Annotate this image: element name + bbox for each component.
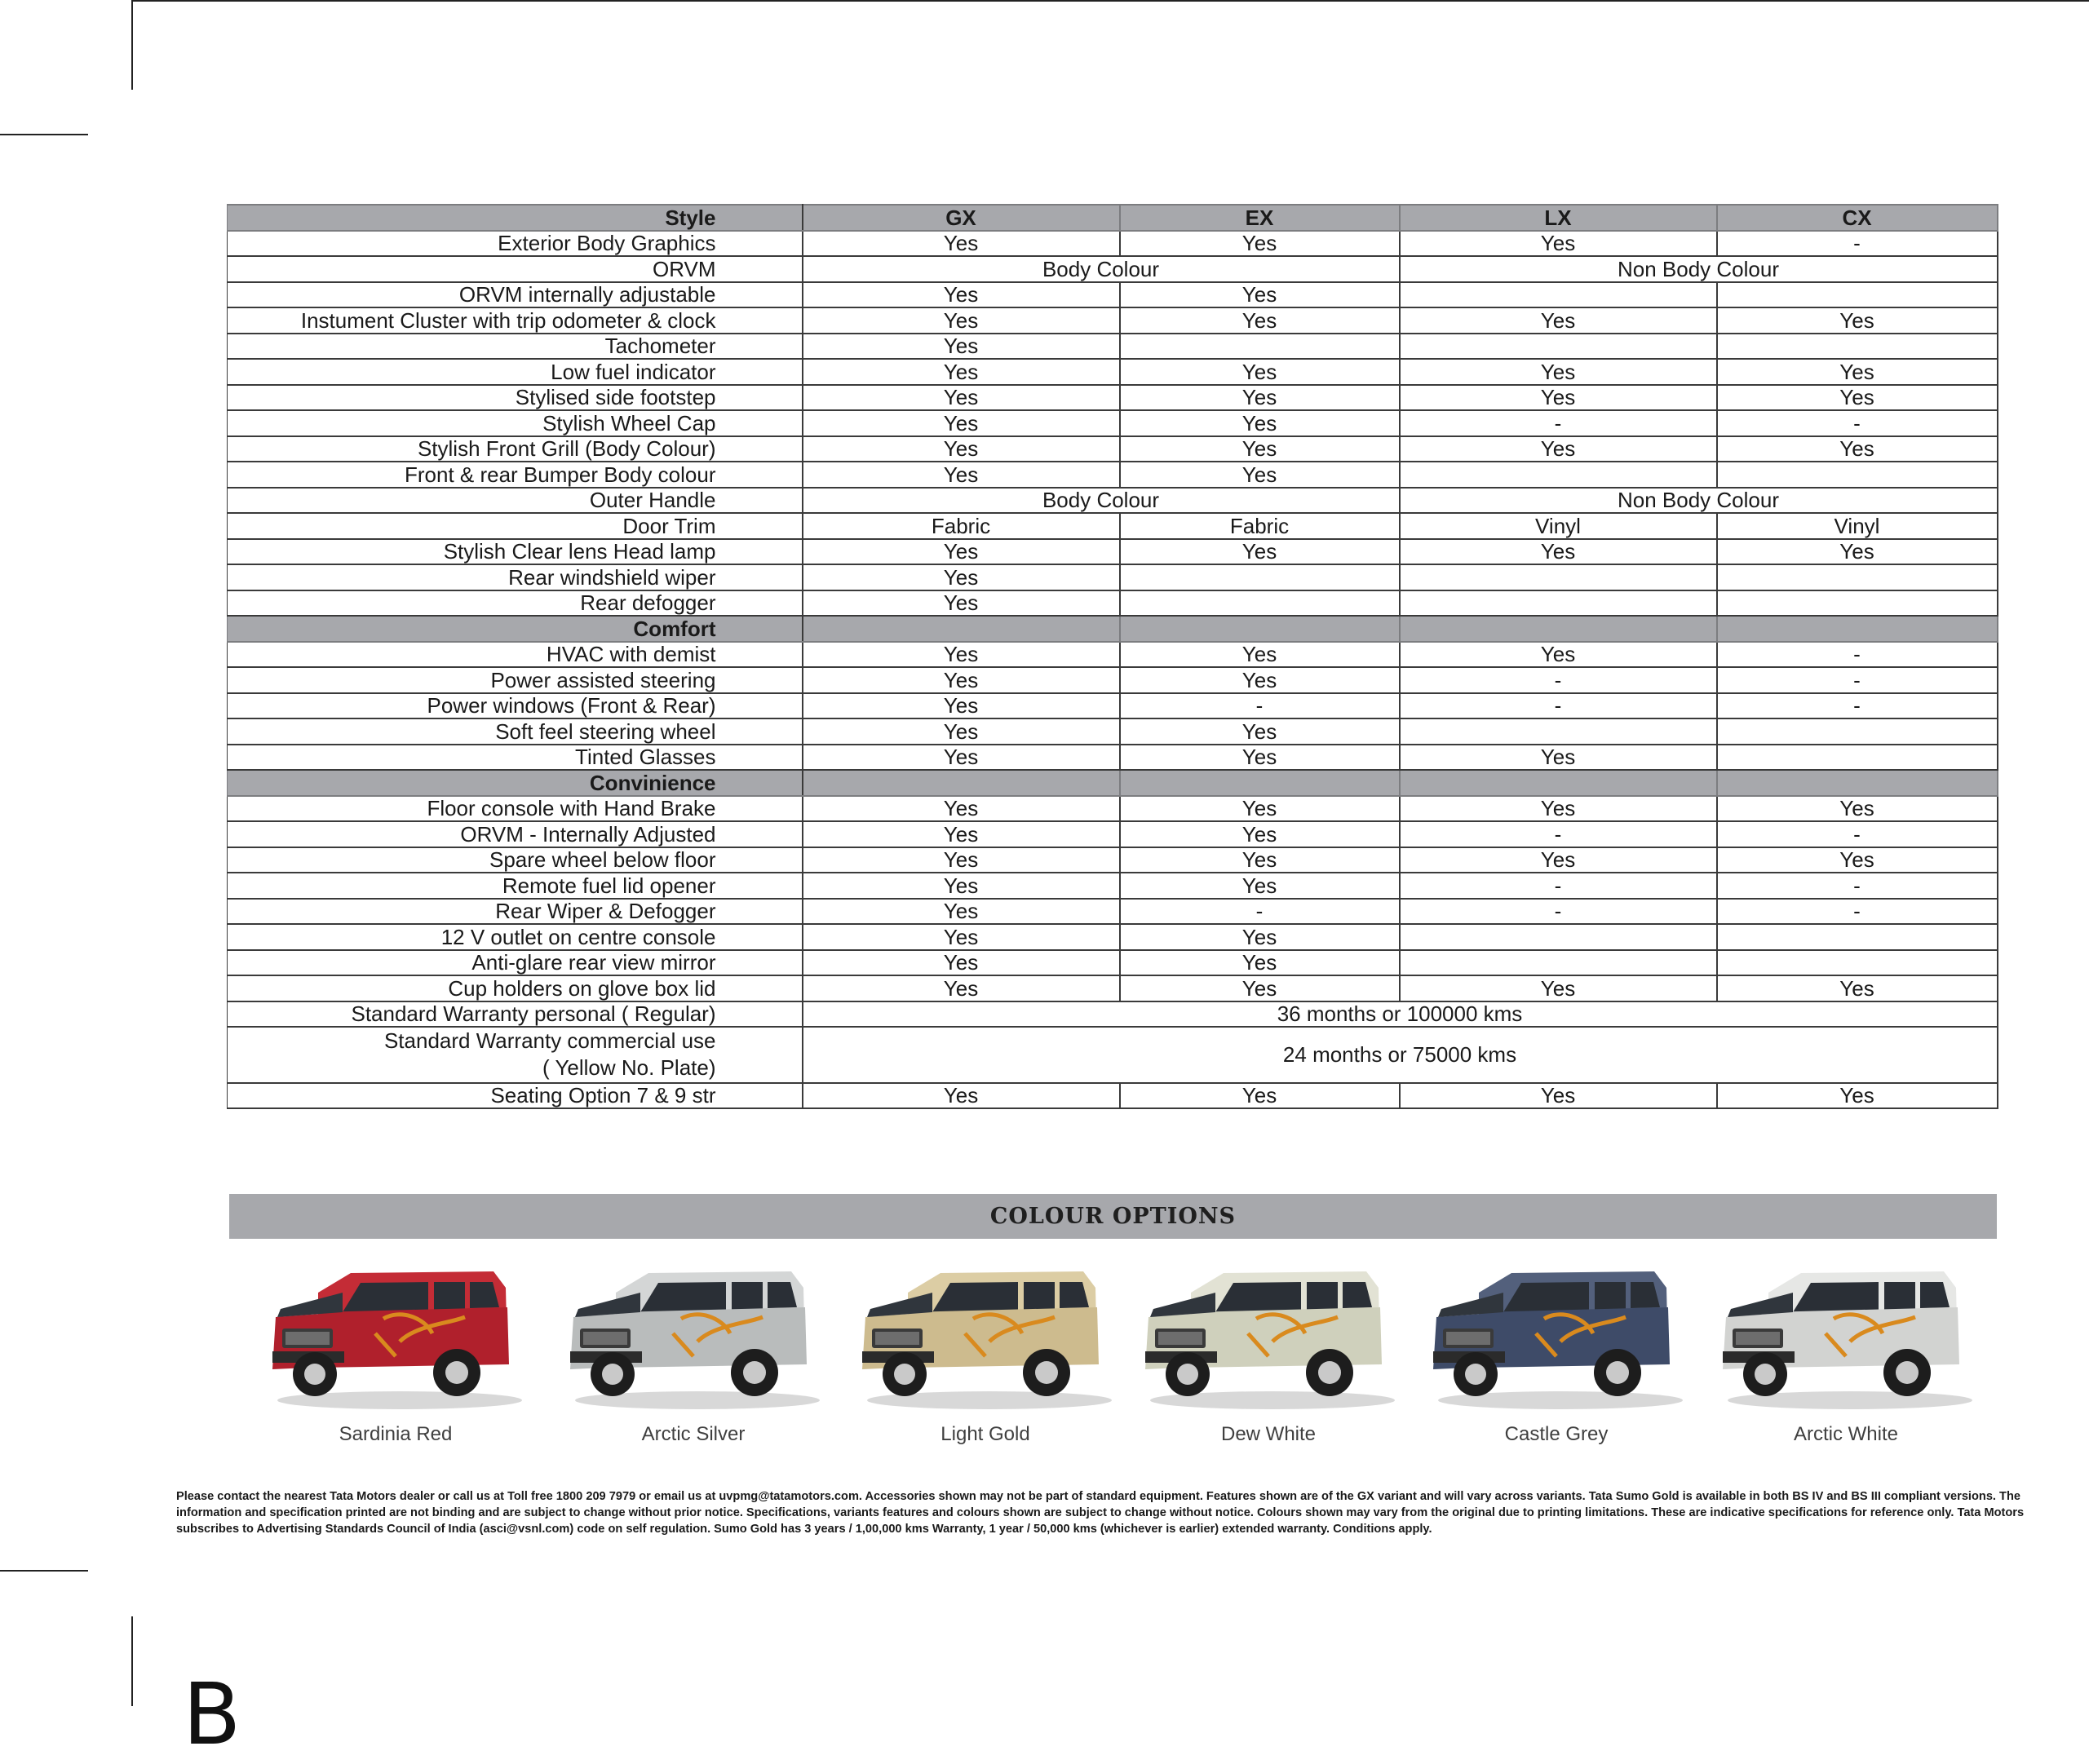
- value-cell-ex: Yes: [1120, 307, 1400, 334]
- table-row: [228, 924, 1998, 950]
- table-row: [228, 334, 1998, 360]
- value-cell-ex: Yes: [1120, 231, 1400, 257]
- section-label: Comfort: [228, 616, 803, 642]
- value-cell-lx: -: [1400, 667, 1717, 693]
- value-cell-gx: Yes: [803, 385, 1120, 411]
- section-empty-cell: [1400, 616, 1717, 642]
- value-cell-gx: Fabric: [803, 513, 1120, 539]
- value-cell-cx: Yes: [1717, 385, 1998, 411]
- table-row: [228, 1027, 1998, 1083]
- table-row: [228, 410, 1998, 436]
- value-cell-ex: Yes: [1120, 847, 1400, 873]
- value-cell-lx: [1400, 590, 1717, 617]
- value-cell-gx: Yes: [803, 436, 1120, 462]
- table-row: [228, 667, 1998, 693]
- feature-label: Tinted Glasses: [228, 745, 803, 771]
- page-letter: B: [183, 1665, 241, 1764]
- value-cell-lx: Yes: [1400, 539, 1717, 565]
- value-cell-ex: Yes: [1120, 385, 1400, 411]
- merged-value-cell: Body Colour: [803, 488, 1400, 514]
- value-cell-cx: -: [1717, 410, 1998, 436]
- value-cell-ex: [1120, 590, 1400, 617]
- section-empty-cell: [1717, 770, 1998, 796]
- table-row: [228, 1083, 1998, 1109]
- value-cell-cx: [1717, 590, 1998, 617]
- value-cell-cx: [1717, 718, 1998, 745]
- value-cell-gx: Yes: [803, 231, 1120, 257]
- feature-label: Power assisted steering: [228, 667, 803, 693]
- feature-label: ORVM - Internally Adjusted: [228, 821, 803, 847]
- feature-label: Outer Handle: [228, 488, 803, 514]
- value-cell-cx: Yes: [1717, 436, 1998, 462]
- section-label: Convinience: [228, 770, 803, 796]
- value-cell-lx: Yes: [1400, 436, 1717, 462]
- value-cell-cx: -: [1717, 693, 1998, 719]
- value-cell-ex: Yes: [1120, 796, 1400, 822]
- table-row: [228, 307, 1998, 334]
- table-row: [228, 539, 1998, 565]
- table-row: [228, 385, 1998, 411]
- value-cell-ex: Yes: [1120, 667, 1400, 693]
- value-cell-ex: Yes: [1120, 924, 1400, 950]
- feature-label: Anti-glare rear view mirror: [228, 950, 803, 976]
- value-cell-ex: Yes: [1120, 436, 1400, 462]
- table-row: [228, 693, 1998, 719]
- spec-table: [227, 204, 1998, 1109]
- section-empty-cell: [803, 770, 1120, 796]
- value-cell-ex: Yes: [1120, 282, 1400, 308]
- section-empty-cell: [803, 616, 1120, 642]
- section-empty-cell: [1120, 770, 1400, 796]
- colour-options-bar: [229, 1194, 1997, 1239]
- table-row: [228, 796, 1998, 822]
- table-header-row: [228, 205, 1998, 231]
- crop-mark-top-horizontal: [0, 134, 88, 135]
- table-row: [228, 590, 1998, 617]
- table-row: [228, 718, 1998, 745]
- car-image-dew-white: [1134, 1260, 1403, 1415]
- value-cell-gx: Yes: [803, 745, 1120, 771]
- header-style-label: Style: [228, 205, 803, 231]
- value-cell-lx: -: [1400, 821, 1717, 847]
- table-row: [228, 488, 1998, 514]
- disclaimer-text: Please contact the nearest Tata Motors dealer or call us at Toll free 1800 209 7979 or email us at uvpmg@tatamotors.com. Accessories shown may not be part of standard equipment. Features shown are of the GX variant and will vary across variants. Tata Sumo Gold is available in both BS IV and BS III compliant versions. The information and specification printed are not binding and are subject to change without prior notice. Specifications, variants features and colours shown are subject to change without notice. Colours shown may vary from the original due to printing limitations. These are indicative specifications for reference only. Tata Motors subscribes to Advertising Standards Council of India (asci@vsnl.com) code on self regulation. Sumo Gold has 3 years / 1,00,000 kms Warranty, 1 year / 50,000 kms (whichever is earlier) extended warranty. Conditions apply.: [176, 1490, 2025, 1536]
- value-cell-gx: Yes: [803, 873, 1120, 899]
- value-cell-lx: [1400, 462, 1717, 488]
- value-cell-ex: Yes: [1120, 462, 1400, 488]
- section-row-convinience: [228, 770, 1998, 796]
- header-cx: CX: [1717, 205, 1998, 231]
- merged-value-cell: Body Colour: [803, 256, 1400, 282]
- feature-label: ORVM: [228, 256, 803, 282]
- value-cell-ex: [1120, 564, 1400, 590]
- value-cell-gx: Yes: [803, 539, 1120, 565]
- value-cell-ex: Yes: [1120, 642, 1400, 668]
- value-cell-cx: Yes: [1717, 1083, 1998, 1109]
- value-cell-ex: Yes: [1120, 359, 1400, 385]
- value-cell-lx: Yes: [1400, 745, 1717, 771]
- car-image-castle-grey: [1422, 1260, 1691, 1415]
- value-cell-gx: Yes: [803, 564, 1120, 590]
- value-cell-lx: [1400, 564, 1717, 590]
- header-ex: EX: [1120, 205, 1400, 231]
- value-cell-ex: -: [1120, 899, 1400, 925]
- value-cell-lx: [1400, 950, 1717, 976]
- value-cell-ex: Yes: [1120, 950, 1400, 976]
- value-cell-gx: Yes: [803, 334, 1120, 360]
- feature-label: Stylised side footstep: [228, 385, 803, 411]
- feature-label: Power windows (Front & Rear): [228, 693, 803, 719]
- table-row: [228, 231, 1998, 257]
- crop-mark-top-vertical: [131, 0, 133, 90]
- value-cell-lx: Yes: [1400, 359, 1717, 385]
- table-row: [228, 950, 1998, 976]
- table-row: [228, 642, 1998, 668]
- value-cell-ex: Yes: [1120, 745, 1400, 771]
- value-cell-lx: -: [1400, 693, 1717, 719]
- value-cell-gx: Yes: [803, 667, 1120, 693]
- car-image-sardinia-red: [261, 1260, 530, 1415]
- feature-label: Rear Wiper & Defogger: [228, 899, 803, 925]
- value-cell-cx: [1717, 462, 1998, 488]
- colour-name-light-gold: Light Gold: [940, 1423, 1030, 1445]
- value-cell-ex: Yes: [1120, 975, 1400, 1001]
- value-cell-gx: Yes: [803, 462, 1120, 488]
- value-cell-lx: -: [1400, 899, 1717, 925]
- table-row: [228, 256, 1998, 282]
- colour-name-arctic-white: Arctic White: [1793, 1423, 1898, 1445]
- value-cell-cx: Yes: [1717, 975, 1998, 1001]
- value-cell-lx: [1400, 924, 1717, 950]
- section-empty-cell: [1400, 770, 1717, 796]
- value-cell-ex: Yes: [1120, 718, 1400, 745]
- value-cell-lx: [1400, 282, 1717, 308]
- colour-name-arctic-silver: Arctic Silver: [641, 1423, 746, 1445]
- value-cell-gx: Yes: [803, 693, 1120, 719]
- feature-label: Front & rear Bumper Body colour: [228, 462, 803, 488]
- value-cell-gx: Yes: [803, 899, 1120, 925]
- value-cell-ex: Yes: [1120, 1083, 1400, 1109]
- value-cell-ex: -: [1120, 693, 1400, 719]
- value-cell-lx: -: [1400, 410, 1717, 436]
- value-cell-lx: Yes: [1400, 1083, 1717, 1109]
- value-cell-ex: Fabric: [1120, 513, 1400, 539]
- feature-label: Instument Cluster with trip odometer & clock: [228, 307, 803, 334]
- colour-options-title: COLOUR OPTIONS: [989, 1204, 1237, 1229]
- section-row-comfort: [228, 616, 1998, 642]
- crop-mark-bottom-horizontal: [0, 1570, 88, 1572]
- value-cell-gx: Yes: [803, 796, 1120, 822]
- feature-label: Rear defogger: [228, 590, 803, 617]
- table-row: [228, 745, 1998, 771]
- value-cell-ex: Yes: [1120, 821, 1400, 847]
- value-cell-lx: Yes: [1400, 385, 1717, 411]
- colour-name-sardinia-red: Sardinia Red: [339, 1423, 453, 1445]
- feature-label: Stylish Wheel Cap: [228, 410, 803, 436]
- spec-table-body: [228, 205, 1998, 1108]
- feature-label: Stylish Front Grill (Body Colour): [228, 436, 803, 462]
- value-cell-cx: -: [1717, 873, 1998, 899]
- table-row: [228, 513, 1998, 539]
- feature-label: Floor console with Hand Brake: [228, 796, 803, 822]
- value-cell-ex: Yes: [1120, 873, 1400, 899]
- value-cell-cx: Yes: [1717, 796, 1998, 822]
- value-cell-ex: Yes: [1120, 539, 1400, 565]
- car-image-light-gold: [851, 1260, 1120, 1415]
- value-cell-cx: [1717, 282, 1998, 308]
- merged-value-cell: Non Body Colour: [1400, 488, 1998, 514]
- value-cell-cx: [1717, 745, 1998, 771]
- feature-label: Cup holders on glove box lid: [228, 975, 803, 1001]
- header-lx: LX: [1400, 205, 1717, 231]
- value-cell-gx: Yes: [803, 307, 1120, 334]
- warranty-value-cell: 24 months or 75000 kms: [803, 1027, 1998, 1083]
- feature-label: Stylish Clear lens Head lamp: [228, 539, 803, 565]
- table-row: [228, 436, 1998, 462]
- header-gx: GX: [803, 205, 1120, 231]
- feature-label: HVAC with demist: [228, 642, 803, 668]
- feature-label: Tachometer: [228, 334, 803, 360]
- value-cell-cx: -: [1717, 667, 1998, 693]
- value-cell-gx: Yes: [803, 924, 1120, 950]
- value-cell-gx: Yes: [803, 1083, 1120, 1109]
- value-cell-lx: [1400, 334, 1717, 360]
- value-cell-gx: Yes: [803, 821, 1120, 847]
- feature-label: Door Trim: [228, 513, 803, 539]
- value-cell-cx: -: [1717, 899, 1998, 925]
- colour-name-dew-white: Dew White: [1220, 1423, 1317, 1445]
- table-row: [228, 873, 1998, 899]
- value-cell-cx: Yes: [1717, 539, 1998, 565]
- value-cell-cx: -: [1717, 231, 1998, 257]
- value-cell-ex: [1120, 334, 1400, 360]
- feature-label: 12 V outlet on centre console: [228, 924, 803, 950]
- table-row: [228, 282, 1998, 308]
- value-cell-cx: Yes: [1717, 847, 1998, 873]
- feature-label: Spare wheel below floor: [228, 847, 803, 873]
- value-cell-gx: Yes: [803, 282, 1120, 308]
- value-cell-gx: Yes: [803, 718, 1120, 745]
- table-row: [228, 847, 1998, 873]
- value-cell-lx: Yes: [1400, 975, 1717, 1001]
- table-row: [228, 1001, 1998, 1028]
- value-cell-lx: Vinyl: [1400, 513, 1717, 539]
- feature-label: Exterior Body Graphics: [228, 231, 803, 257]
- colour-name-castle-grey: Castle Grey: [1504, 1423, 1609, 1445]
- car-image-arctic-silver: [559, 1260, 828, 1415]
- value-cell-ex: Yes: [1120, 410, 1400, 436]
- value-cell-lx: [1400, 718, 1717, 745]
- table-row: [228, 359, 1998, 385]
- table-row: [228, 462, 1998, 488]
- crop-mark-top-line: [131, 0, 2089, 2]
- merged-value-cell: Non Body Colour: [1400, 256, 1998, 282]
- car-image-arctic-white: [1711, 1260, 1981, 1415]
- value-cell-cx: Yes: [1717, 307, 1998, 334]
- value-cell-cx: [1717, 564, 1998, 590]
- feature-label: Rear windshield wiper: [228, 564, 803, 590]
- feature-label: Standard Warranty personal ( Regular): [228, 1001, 803, 1028]
- table-row: [228, 821, 1998, 847]
- table-row: [228, 564, 1998, 590]
- value-cell-gx: Yes: [803, 847, 1120, 873]
- feature-label: Low fuel indicator: [228, 359, 803, 385]
- value-cell-cx: [1717, 334, 1998, 360]
- table-row: [228, 975, 1998, 1001]
- feature-label: Soft feel steering wheel: [228, 718, 803, 745]
- value-cell-lx: -: [1400, 873, 1717, 899]
- value-cell-gx: Yes: [803, 590, 1120, 617]
- value-cell-cx: -: [1717, 642, 1998, 668]
- value-cell-lx: Yes: [1400, 642, 1717, 668]
- value-cell-lx: Yes: [1400, 847, 1717, 873]
- value-cell-gx: Yes: [803, 950, 1120, 976]
- warranty-value-cell: 36 months or 100000 kms: [803, 1001, 1998, 1028]
- feature-label: Remote fuel lid opener: [228, 873, 803, 899]
- table-row: [228, 899, 1998, 925]
- value-cell-gx: Yes: [803, 410, 1120, 436]
- value-cell-cx: [1717, 924, 1998, 950]
- value-cell-gx: Yes: [803, 359, 1120, 385]
- value-cell-gx: Yes: [803, 642, 1120, 668]
- feature-label: Standard Warranty commercial use ( Yellow No. Plate): [228, 1027, 803, 1083]
- value-cell-lx: Yes: [1400, 231, 1717, 257]
- crop-mark-bottom-vertical: [131, 1616, 133, 1706]
- value-cell-lx: Yes: [1400, 796, 1717, 822]
- section-empty-cell: [1717, 616, 1998, 642]
- feature-label: ORVM internally adjustable: [228, 282, 803, 308]
- value-cell-gx: Yes: [803, 975, 1120, 1001]
- value-cell-cx: -: [1717, 821, 1998, 847]
- value-cell-cx: Yes: [1717, 359, 1998, 385]
- value-cell-cx: Vinyl: [1717, 513, 1998, 539]
- feature-label: Seating Option 7 & 9 str: [228, 1083, 803, 1109]
- section-empty-cell: [1120, 616, 1400, 642]
- value-cell-cx: [1717, 950, 1998, 976]
- value-cell-lx: Yes: [1400, 307, 1717, 334]
